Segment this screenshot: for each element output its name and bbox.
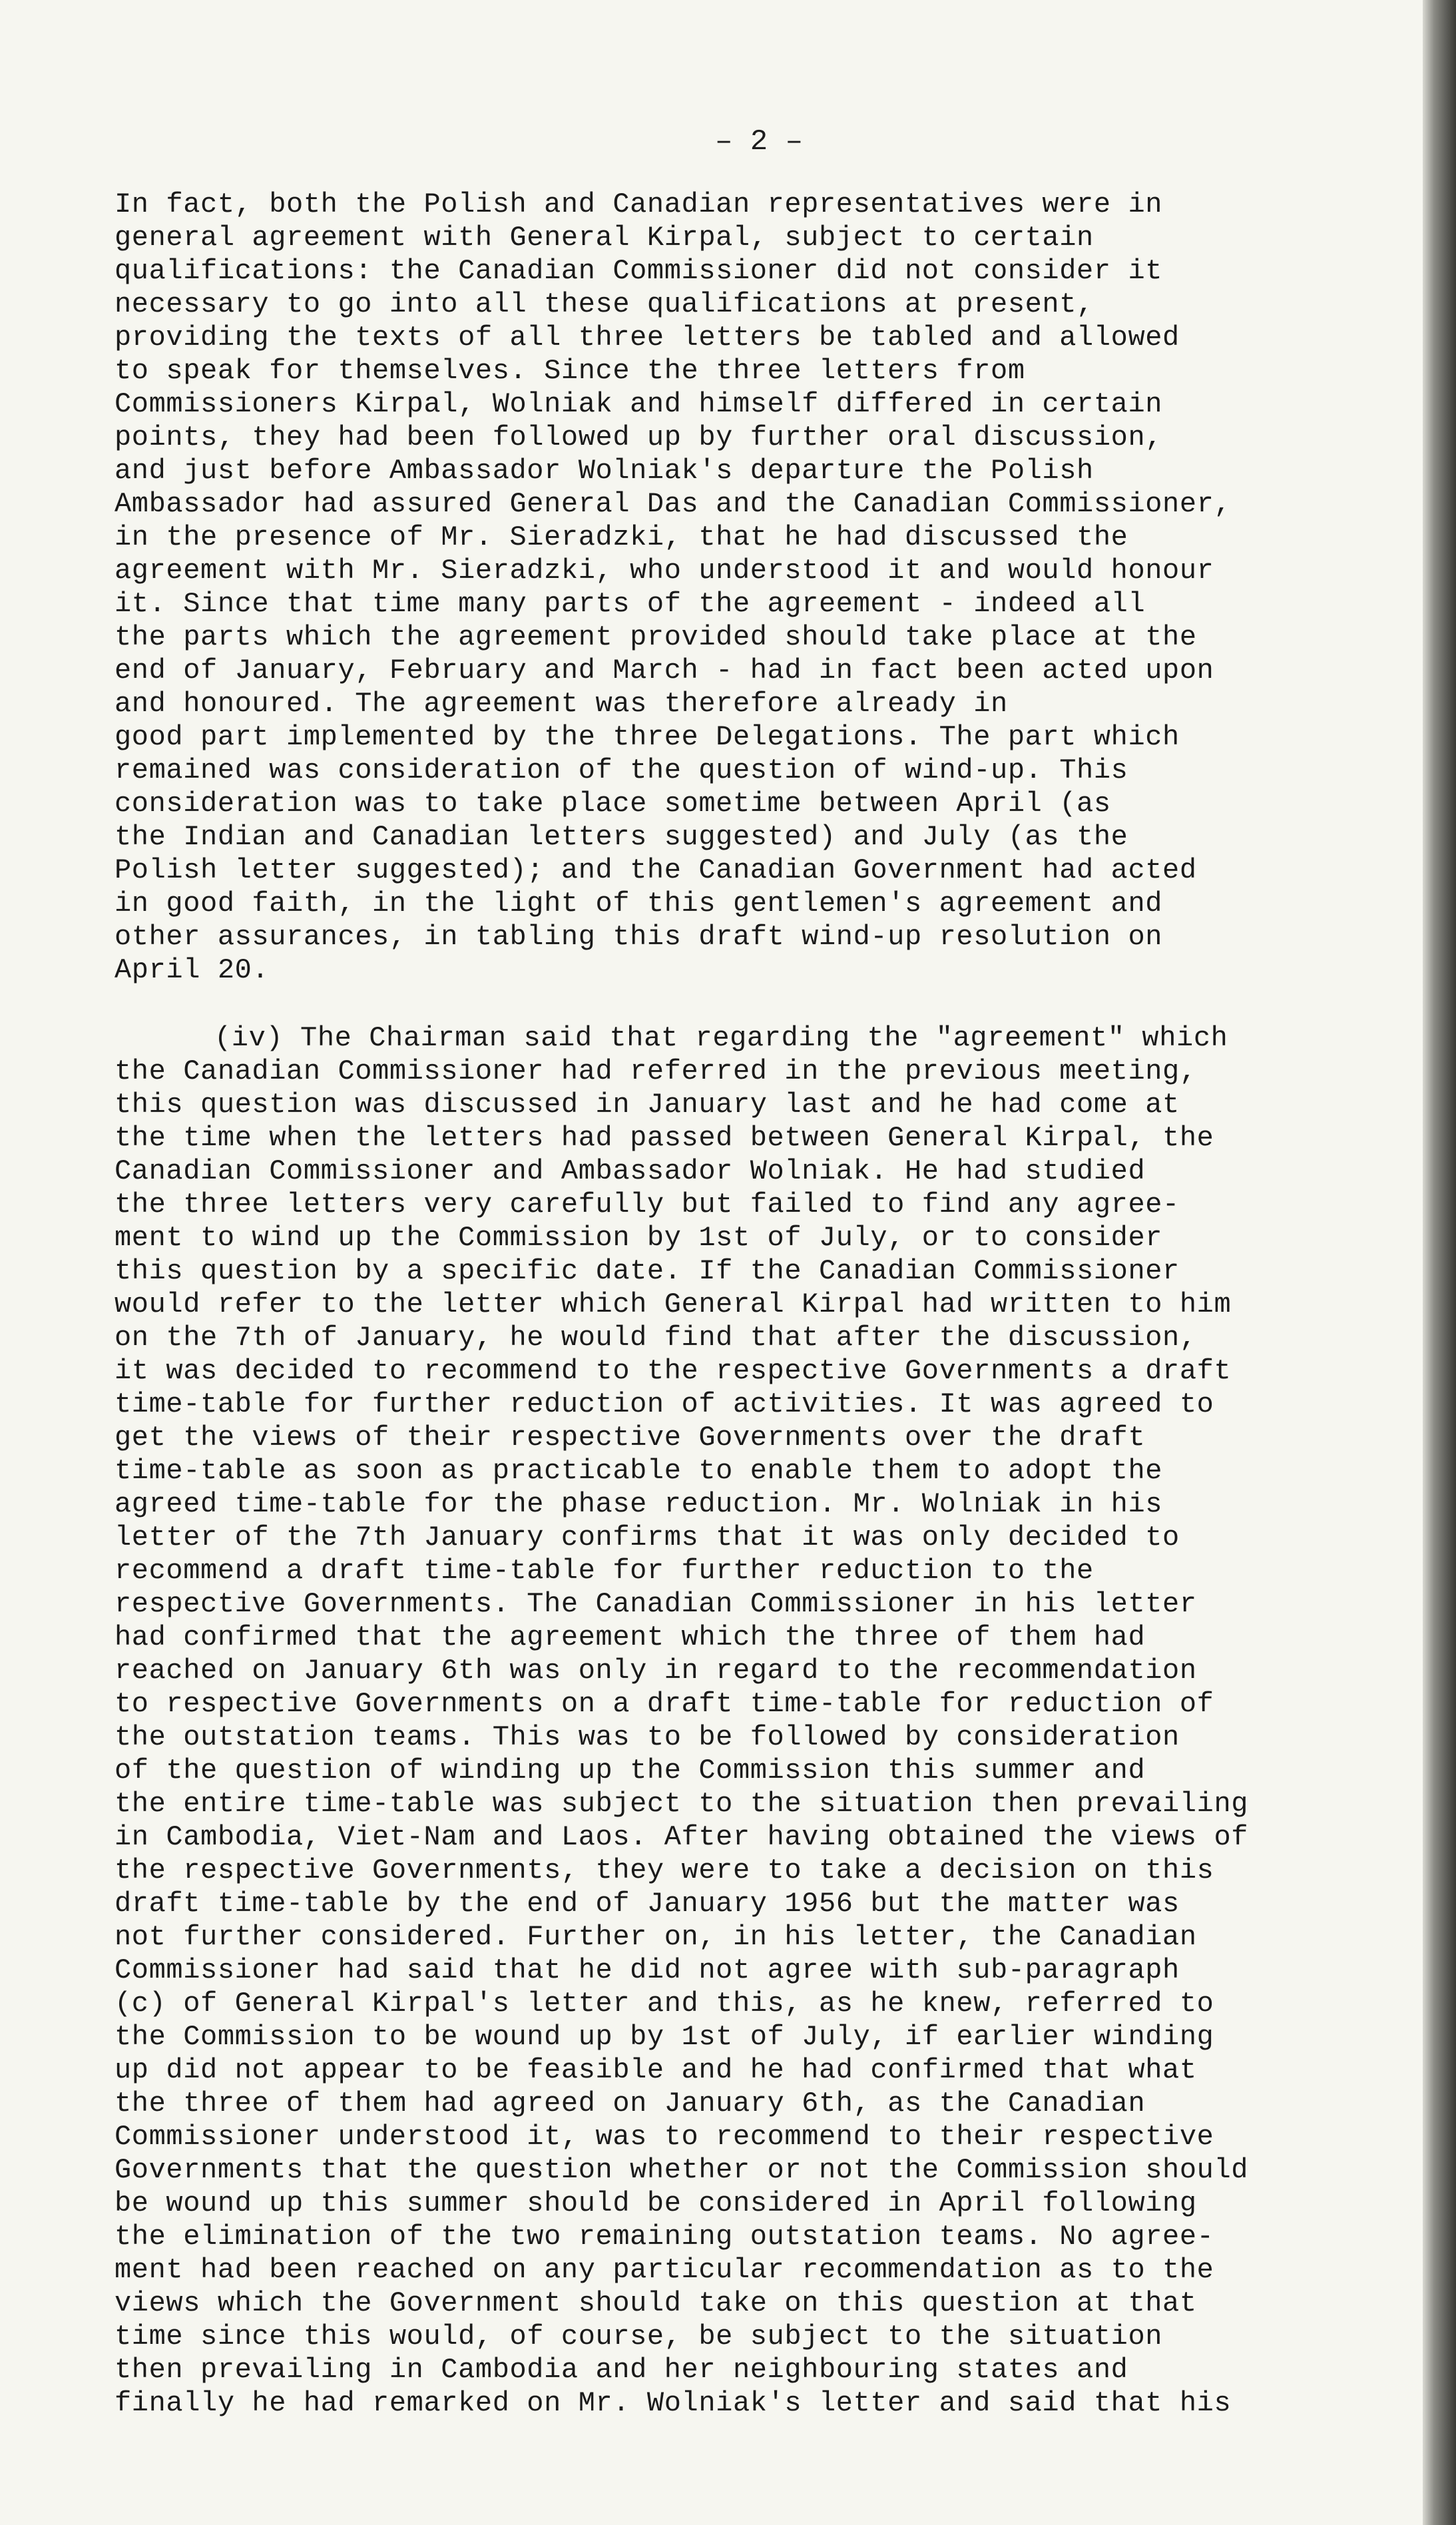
text-line: time-table as soon as practicable to enable them to adopt the	[115, 1455, 1163, 1487]
text-line: had confirmed that the agreement which the three of them had	[115, 1621, 1146, 1653]
text-line: then prevailing in Cambodia and her neighbouring states and	[115, 2354, 1128, 2386]
text-line: Polish letter suggested); and the Canadian Government had acted	[115, 854, 1197, 886]
text-line: on the 7th of January, he would find that after the discussion,	[115, 1322, 1197, 1354]
text-line: views which the Government should take on this question at that	[115, 2287, 1197, 2319]
text-line: ment had been reached on any particular recommendation as to the	[115, 2254, 1214, 2286]
text-line: other assurances, in tabling this draft wind-up resolution on	[115, 921, 1163, 953]
text-line: the time when the letters had passed between General Kirpal, the	[115, 1122, 1214, 1154]
text-line: Ambassador had assured General Das and the Canadian Commissioner,	[115, 488, 1232, 520]
text-line: recommend a draft time-table for further reduction to the	[115, 1555, 1094, 1587]
text-line: good part implemented by the three Delegations. The part which	[115, 721, 1180, 753]
text-line: agreement with Mr. Sieradzki, who understood it and would honour	[115, 555, 1214, 587]
text-line: time-table for further reduction of activities. It was agreed to	[115, 1388, 1214, 1420]
text-line: ment to wind up the Commission by 1st of July, or to consider	[115, 1222, 1163, 1254]
text-line: draft time-table by the end of January 1956 but the matter was	[115, 1888, 1180, 1920]
text-line: in good faith, in the light of this gentlemen's agreement and	[115, 888, 1163, 920]
text-line: of the question of winding up the Commission this summer and	[115, 1755, 1146, 1787]
text-line: in Cambodia, Viet-Nam and Laos. After having obtained the views of	[115, 1821, 1249, 1853]
text-line: the Commission to be wound up by 1st of July, if earlier winding	[115, 2021, 1214, 2053]
page-binding-edge	[1423, 0, 1456, 2525]
text-line: up did not appear to be feasible and he had confirmed that what	[115, 2054, 1197, 2086]
text-line: respective Governments. The Canadian Commissioner in his letter	[115, 1588, 1197, 1620]
text-line: time since this would, of course, be subject to the situation	[115, 2321, 1163, 2353]
text-line: the Canadian Commissioner had referred in the previous meeting,	[115, 1055, 1197, 1087]
text-line: the respective Governments, they were to take a decision on this	[115, 1854, 1214, 1886]
paragraph-chairman-statement	[115, 1021, 1433, 2420]
text-line: April 20.	[115, 954, 270, 986]
text-line: to respective Governments on a draft time-table for reduction of	[115, 1688, 1214, 1720]
text-line: consideration was to take place sometime between April (as	[115, 788, 1111, 820]
text-line: and honoured. The agreement was therefore already in	[115, 688, 1008, 720]
text-line: in the presence of Mr. Sieradzki, that he had discussed the	[115, 521, 1128, 553]
text-line: it. Since that time many parts of the agreement - indeed all	[115, 588, 1146, 620]
text-line: end of January, February and March - had in fact been acted upon	[115, 655, 1214, 687]
text-line: agreed time-table for the phase reduction. Mr. Wolniak in his	[115, 1488, 1163, 1520]
text-line: points, they had been followed up by further oral discussion,	[115, 421, 1163, 453]
text-line: this question by a specific date. If the Canadian Commissioner	[115, 1255, 1180, 1287]
text-line: the entire time-table was subject to the situation then prevailing	[115, 1788, 1249, 1820]
page-number: – 2 –	[714, 125, 804, 158]
text-line: would refer to the letter which General Kirpal had written to him	[115, 1288, 1232, 1320]
text-line: be wound up this summer should be considered in April following	[115, 2187, 1197, 2219]
text-line: letter of the 7th January confirms that it was only decided to	[115, 1522, 1180, 1553]
text-line: Commissioner understood it, was to recommend to their respective	[115, 2121, 1214, 2153]
text-line: it was decided to recommend to the respective Governments a draft	[115, 1355, 1232, 1387]
text-line: Commissioners Kirpal, Wolniak and himself differed in certain	[115, 388, 1163, 420]
text-line: general agreement with General Kirpal, subject to certain	[115, 222, 1094, 254]
document-body	[115, 188, 1433, 2420]
text-line: get the views of their respective Governments over the draft	[115, 1422, 1146, 1454]
text-line: the Indian and Canadian letters suggested) and July (as the	[115, 821, 1128, 853]
text-line: the parts which the agreement provided should take place at the	[115, 621, 1197, 653]
text-line: remained was consideration of the question of wind-up. This	[115, 754, 1128, 786]
text-line: finally he had remarked on Mr. Wolniak's letter and said that his	[115, 2387, 1232, 2419]
text-line: and just before Ambassador Wolniak's departure the Polish	[115, 455, 1094, 487]
text-line: to speak for themselves. Since the three letters from	[115, 355, 1025, 387]
text-line: the three letters very carefully but failed to find any agree-	[115, 1189, 1180, 1221]
text-line: (iv) The Chairman said that regarding the "agreement" which	[214, 1022, 1228, 1054]
text-line: Governments that the question whether or not the Commission should	[115, 2154, 1249, 2186]
text-line: the three of them had agreed on January 6th, as the Canadian	[115, 2088, 1146, 2119]
text-line: reached on January 6th was only in regard to the recommendation	[115, 1655, 1197, 1687]
text-line: the outstation teams. This was to be followed by consideration	[115, 1721, 1180, 1753]
text-line: Commissioner had said that he did not agree with sub-paragraph	[115, 1954, 1180, 1986]
text-line: providing the texts of all three letters be tabled and allowed	[115, 322, 1180, 354]
text-line: this question was discussed in January last and he had come at	[115, 1089, 1180, 1121]
text-line: In fact, both the Polish and Canadian representatives were in	[115, 188, 1163, 220]
paragraph-agreement-summary	[115, 188, 1433, 987]
text-line: (c) of General Kirpal's letter and this, as he knew, referred to	[115, 1988, 1214, 2020]
text-line: the elimination of the two remaining outstation teams. No agree-	[115, 2221, 1214, 2253]
text-line: necessary to go into all these qualifications at present,	[115, 288, 1094, 320]
text-line: qualifications: the Canadian Commissioner did not consider it	[115, 255, 1163, 287]
text-line: not further considered. Further on, in his letter, the Canadian	[115, 1921, 1197, 1953]
text-line: Canadian Commissioner and Ambassador Wolniak. He had studied	[115, 1155, 1146, 1187]
